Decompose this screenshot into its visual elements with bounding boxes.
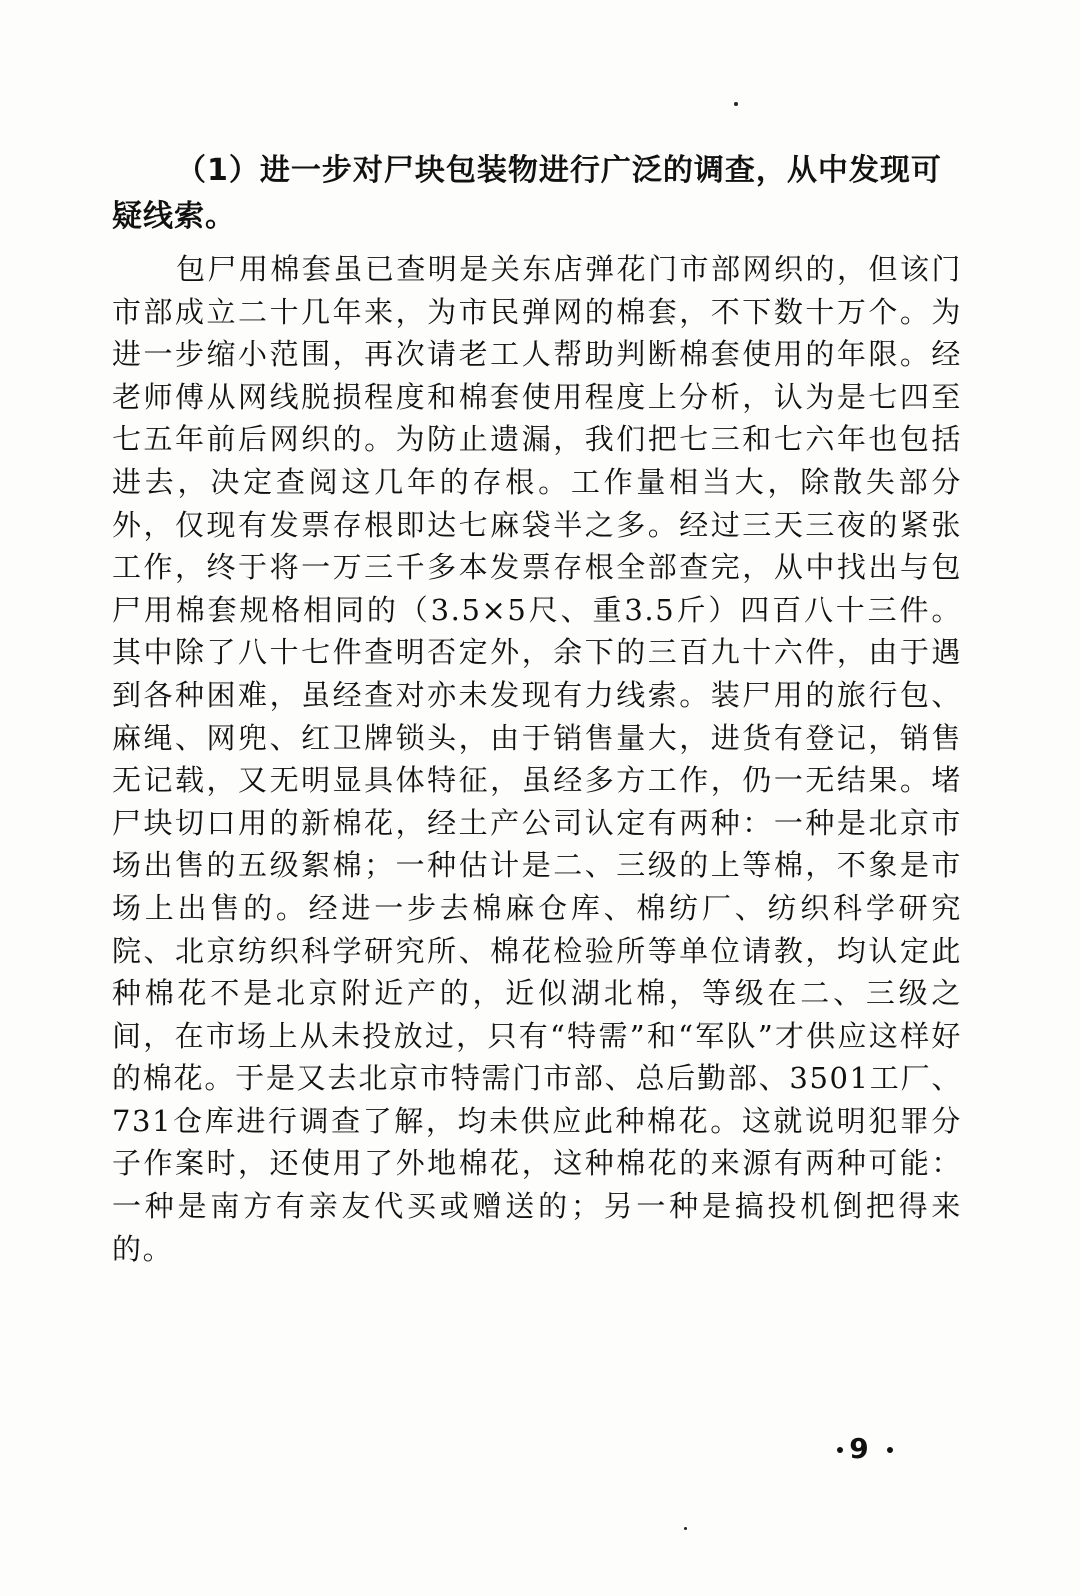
body-paragraph: 包尸用棉套虽已查明是关东店弹花门市部网织的，但该门市部成立二十几年来，为市民弹网的棉套，不下数十万个。为进一步缩小范围，再次请老工人帮助判断棉套使用的年限。经老师傅从网线脱损程度和棉套使用程度上分析，认为是七四至七五年前后网织的。为防止遗漏，我们把七三和七六年也包括进去，决定查阅这几年的存根。工作量相当大，除散失部分外，仅现有发票存根即达七麻袋半之多。经过三天三夜的紧张工作，终于将一万三千多本发票存根全部查完，从中找出与包尸用棉套规格相同的（3.5×5尺、重3.5斤）四百八十三件。其中除了八十七件查明否定外，余下的三百九十六件，由于遇到各种困难，虽经查对亦未发现有力线索。装尸用的旅行包、麻绳、网兜、红卫牌锁头，由于销售量大，进货有登记，销售无记载，又无明显具体特征，虽经多方工作，仍一无结果。堵尸块切口用的新棉花，经土产公司认定有两种：一种是北京市场出售的五级絮棉；一种估计是二、三级的上等棉，不象是市场上出售的。经进一步去棉麻仓库、棉纺厂、纺织科学研究院、北京纺织科学研究所、棉花检验所等单位请教，均认定此种棉花不是北京附近产的，近似湖北棉，等级在二、三级之间，在市场上从未投放过，只有“特需”和“军队”才供应这样好的棉花。于是又去北京市特需门市部、总后勤部、3501工厂、731仓库进行调查了解，均未供应此种棉花。这就说明犯罪分子作案时，还使用了外地棉花，这种棉花的来源有两种可能：一种是南方有亲友代买或赠送的；另一种是搞投机倒把得来的。 xyxy=(112,252,962,1266)
scan-speck xyxy=(684,1527,687,1530)
section-heading: （1）进一步对尸块包装物进行广泛的调查，从中发现可疑线索。 xyxy=(112,153,942,234)
page-footer xyxy=(810,1432,920,1465)
bullet-dot-left xyxy=(837,1447,843,1453)
page-number: 9 xyxy=(849,1432,881,1465)
scan-speck xyxy=(734,102,738,106)
bullet-dot-right xyxy=(887,1447,893,1453)
